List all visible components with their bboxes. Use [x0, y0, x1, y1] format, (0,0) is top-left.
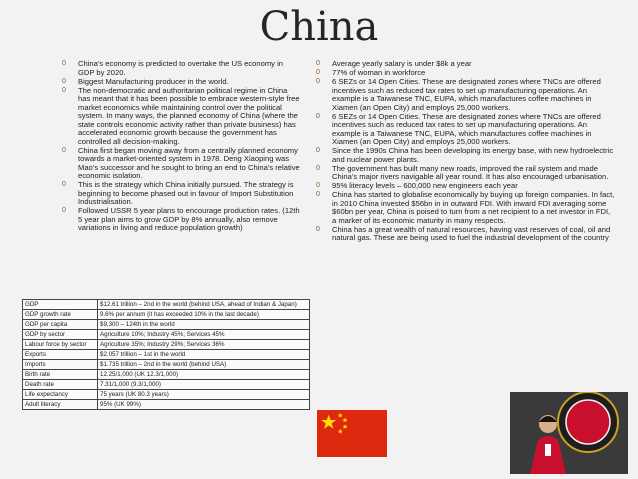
bullet-text: Since the 1990s China has been developing its energy base, with new hydroelectric and nuclear power plants.	[332, 146, 614, 164]
row-value: $2.057 trillion – 1st in the world	[98, 350, 310, 360]
bullet-text: China first began moving away from a centrally planned economy towards a market-oriented system in 1978. Deng Xiaoping was Mao’s successor and he sought to bring an end to China’s relative economic isolation.	[78, 145, 300, 180]
bullet-text: 77% of woman in workforce	[332, 68, 426, 77]
bullet-item	[62, 78, 300, 87]
row-label: GDP per capita	[23, 320, 98, 330]
bullet-text: This is the strategy which China initially pursued. The strategy is beginning to become phased out in favour of Import Substitution Industrialisation.	[78, 180, 294, 206]
row-label: Death rate	[23, 380, 98, 390]
bullet-marker: 0	[316, 78, 320, 85]
bullet-item	[62, 147, 300, 181]
row-value: $12.61 trillion – 2nd in the world (behind USA, ahead of Indian & Japan)	[98, 300, 310, 310]
bullet-text: The government has built many new roads, improved the rail system and made China’s major rivers navigable all year round. It has also encouraged urbanisation.	[332, 163, 609, 181]
bullet-text: 6 SEZs or 14 Open Cities. These are designated zones where TNCs are offered incentives such as reduced tax rates to set up manufacturing operations. An example is a Taiwanese TNC, EUPA, which manufactures coffee machines in Xiamen (an Open City) and employs 25,000 workers.	[332, 77, 601, 112]
right-bullet-list	[316, 60, 616, 243]
bullet-marker: 0	[62, 146, 66, 154]
row-value: Agriculture 10%; Industry 45%; Services 45%	[98, 330, 310, 340]
row-value: 9.6% per annum (it has exceeded 10% in the last decade)	[98, 310, 310, 320]
bullet-text: Average yearly salary is under $8k a year	[332, 59, 472, 68]
table-row	[23, 310, 310, 320]
table-row	[23, 300, 310, 310]
china-flag-icon	[317, 410, 387, 457]
row-label: Adult literacy	[23, 400, 98, 410]
bullet-text: China has started to globalise economically by buying up foreign companies. In fact, in 2010 China invested $56bn in in outward FDI. With inward FDI averaging some $60bn per year, China is poised to turn from a net recipient to a net investor in FDI, a marker of its economic maturity in many respects.	[332, 190, 615, 225]
bullet-marker: 0	[62, 86, 66, 94]
bullet-marker: 0	[316, 60, 320, 67]
table-row	[23, 390, 310, 400]
china-flag-image	[317, 410, 387, 457]
row-label: Exports	[23, 350, 98, 360]
football-player-photo-icon	[510, 392, 628, 474]
bullet-text: China has a great wealth of natural resources, having vast reserves of coal, oil and natural gas. These are being used to fuel the industrial development of the country	[332, 224, 611, 242]
economic-stats-table	[22, 299, 310, 410]
row-label: GDP growth rate	[23, 310, 98, 320]
table-row	[23, 350, 310, 360]
row-label: GDP by sector	[23, 330, 98, 340]
bullet-marker: 0	[316, 112, 320, 120]
bullet-marker: 0	[62, 207, 66, 214]
bullet-item	[316, 78, 616, 112]
row-label: Labour force by sector	[23, 340, 98, 350]
row-label: GDP	[23, 300, 98, 310]
bullet-marker: 0	[62, 181, 66, 188]
table-row	[23, 380, 310, 390]
row-value: Agriculture 35%; Industry 29%; Services 36%	[98, 340, 310, 350]
row-label: Life expectancy	[23, 390, 98, 400]
row-value: $1.735 trillion – 2nd in the world (behind USA)	[98, 360, 310, 370]
table-row	[23, 360, 310, 370]
row-value: 7.31/1,000 (9.3/1,000)	[98, 380, 310, 390]
bullet-text: Biggest Manufacturing producer in the world.	[78, 76, 229, 86]
row-value: $9,300 – 124th in the world	[98, 320, 310, 330]
bullet-item	[62, 60, 300, 77]
table-row	[23, 400, 310, 410]
bullet-text: 6 SEZs or 14 Open Cities. These are designated zones where TNCs are offered incentives such as reduced tax rates to set up manufacturing operations. An example is a Taiwanese TNC, EUPA, which manufactures coffee machines in Xiamen (an Open City) and employs 25,000 workers.	[332, 111, 601, 146]
row-label: Birth rate	[23, 370, 98, 380]
table-row	[23, 320, 310, 330]
row-value: 75 years (UK 80.3 years)	[98, 390, 310, 400]
row-value: 95% (UK 99%)	[98, 400, 310, 410]
table-row	[23, 370, 310, 380]
table-row	[23, 340, 310, 350]
bullet-marker: 0	[316, 164, 320, 172]
bullet-text: The non-democratic and authoritarian political regime in China has meant that it has been possible to embrace western-style free market economics while maintaining control over the political system. In many ways, the planned economy of China (where the state controls economic activity rather than private business) has accelerated economic growth because the government has controlled all decision-making.	[78, 85, 300, 146]
bullet-marker: 0	[316, 69, 320, 76]
left-bullet-list	[62, 60, 300, 233]
football-player-photo	[510, 392, 628, 474]
bullet-item	[316, 147, 616, 164]
bullet-text: 95% literacy levels – 600,000 new engineers each year	[332, 181, 518, 190]
bullet-item	[62, 181, 300, 207]
slide-title: China	[259, 4, 379, 50]
bullet-item	[316, 191, 616, 225]
bullet-item	[62, 87, 300, 147]
bullet-item	[316, 165, 616, 182]
bullet-item	[62, 207, 300, 233]
bullet-marker: 0	[316, 147, 320, 154]
bullet-marker: 0	[316, 225, 320, 233]
bullet-marker: 0	[316, 182, 320, 189]
bullet-marker: 0	[62, 77, 66, 85]
bullet-text: Followed USSR 5 year plans to encourage production rates. (12th 5 year plan aims to grow GDP by 8% annually, also remove variations in living and reduce population growth)	[78, 206, 300, 232]
row-value: 12.25/1,000 (UK 12.3/1,000)	[98, 370, 310, 380]
row-label: Imports	[23, 360, 98, 370]
table-row	[23, 330, 310, 340]
bullet-item	[316, 226, 616, 243]
bullet-text: China’s economy is predicted to overtake the US economy in GDP by 2020.	[78, 59, 283, 77]
bullet-item	[316, 113, 616, 147]
bullet-marker: 0	[316, 191, 320, 198]
bullet-marker: 0	[62, 60, 66, 67]
